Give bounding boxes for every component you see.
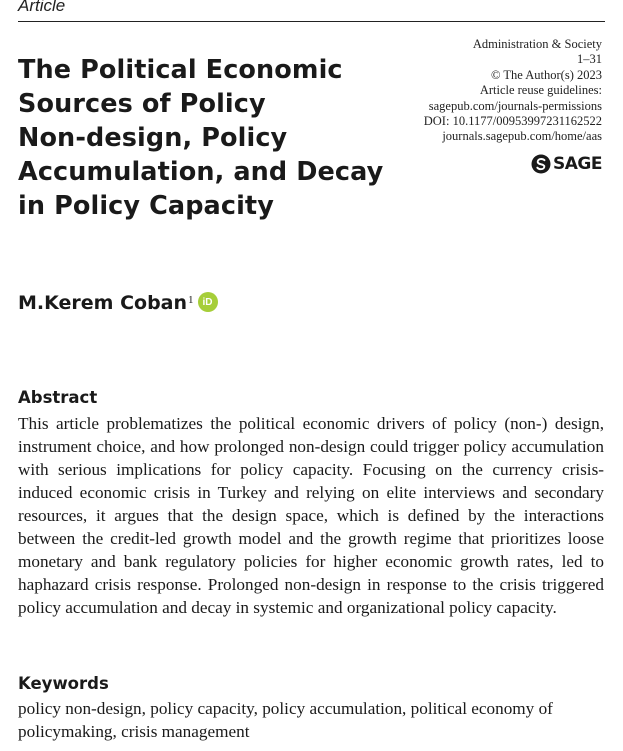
page-range: 1–31 [577,52,602,67]
journal-name: Administration & Society [472,37,602,51]
abstract-text: This article problematizes the political economic drivers of policy (non-) design, instrument choice, and how prolonged non-design could trigger policy accumulation with serious implications for policy capacity. Focusing on the currency crisis-induced economic crisis in Turkey and relying on elite interviews and secondary resources, it argues that the design space, which is defined by the interactions between the credit-led growth model and the growth regime that prioritizes loose monetary and bank regulatory policies for higher economic growth rates, led to haphazard crisis response. Prolonged non-design in response to the crisis triggered policy accumulation and decay in systemic and organizational policy capacity. [18,414,604,617]
abstract-heading: Abstract [18,388,98,407]
doi[interactable]: DOI: 10.1177/00953997231162522 [423,114,602,129]
author-line [18,292,218,314]
sage-logo-text: SAGE [553,154,602,174]
keywords-text: policy non-design, policy capacity, policy accumulation, political economy of policymaking, crisis management [18,699,553,741]
title-line: in Policy Capacity [18,191,274,221]
title-line: Accumulation, and Decay [18,157,384,187]
copyright: © The Author(s) 2023 [491,67,602,82]
title-line: Sources of Policy [18,89,266,119]
sage-logo [531,154,602,174]
title-line: The Political Economic [18,55,343,85]
affiliation-mark: 1 [188,294,194,306]
author-name: M.Kerem Coban [18,292,188,314]
keywords-heading: Keywords [18,674,109,693]
orcid-icon[interactable]: iD [198,292,218,312]
title-line: Non-design, Policy [18,123,288,153]
publication-metadata [424,37,602,145]
article-type-label: Article [18,0,66,15]
sage-circle-icon [531,154,551,174]
article-title [18,53,398,223]
header-rule [18,21,605,22]
reuse-guidelines-label: Article reuse guidelines: [479,83,602,98]
permissions-link[interactable]: sagepub.com/journals-permissions [428,98,602,113]
journal-url[interactable]: journals.sagepub.com/home/aas [442,129,602,144]
